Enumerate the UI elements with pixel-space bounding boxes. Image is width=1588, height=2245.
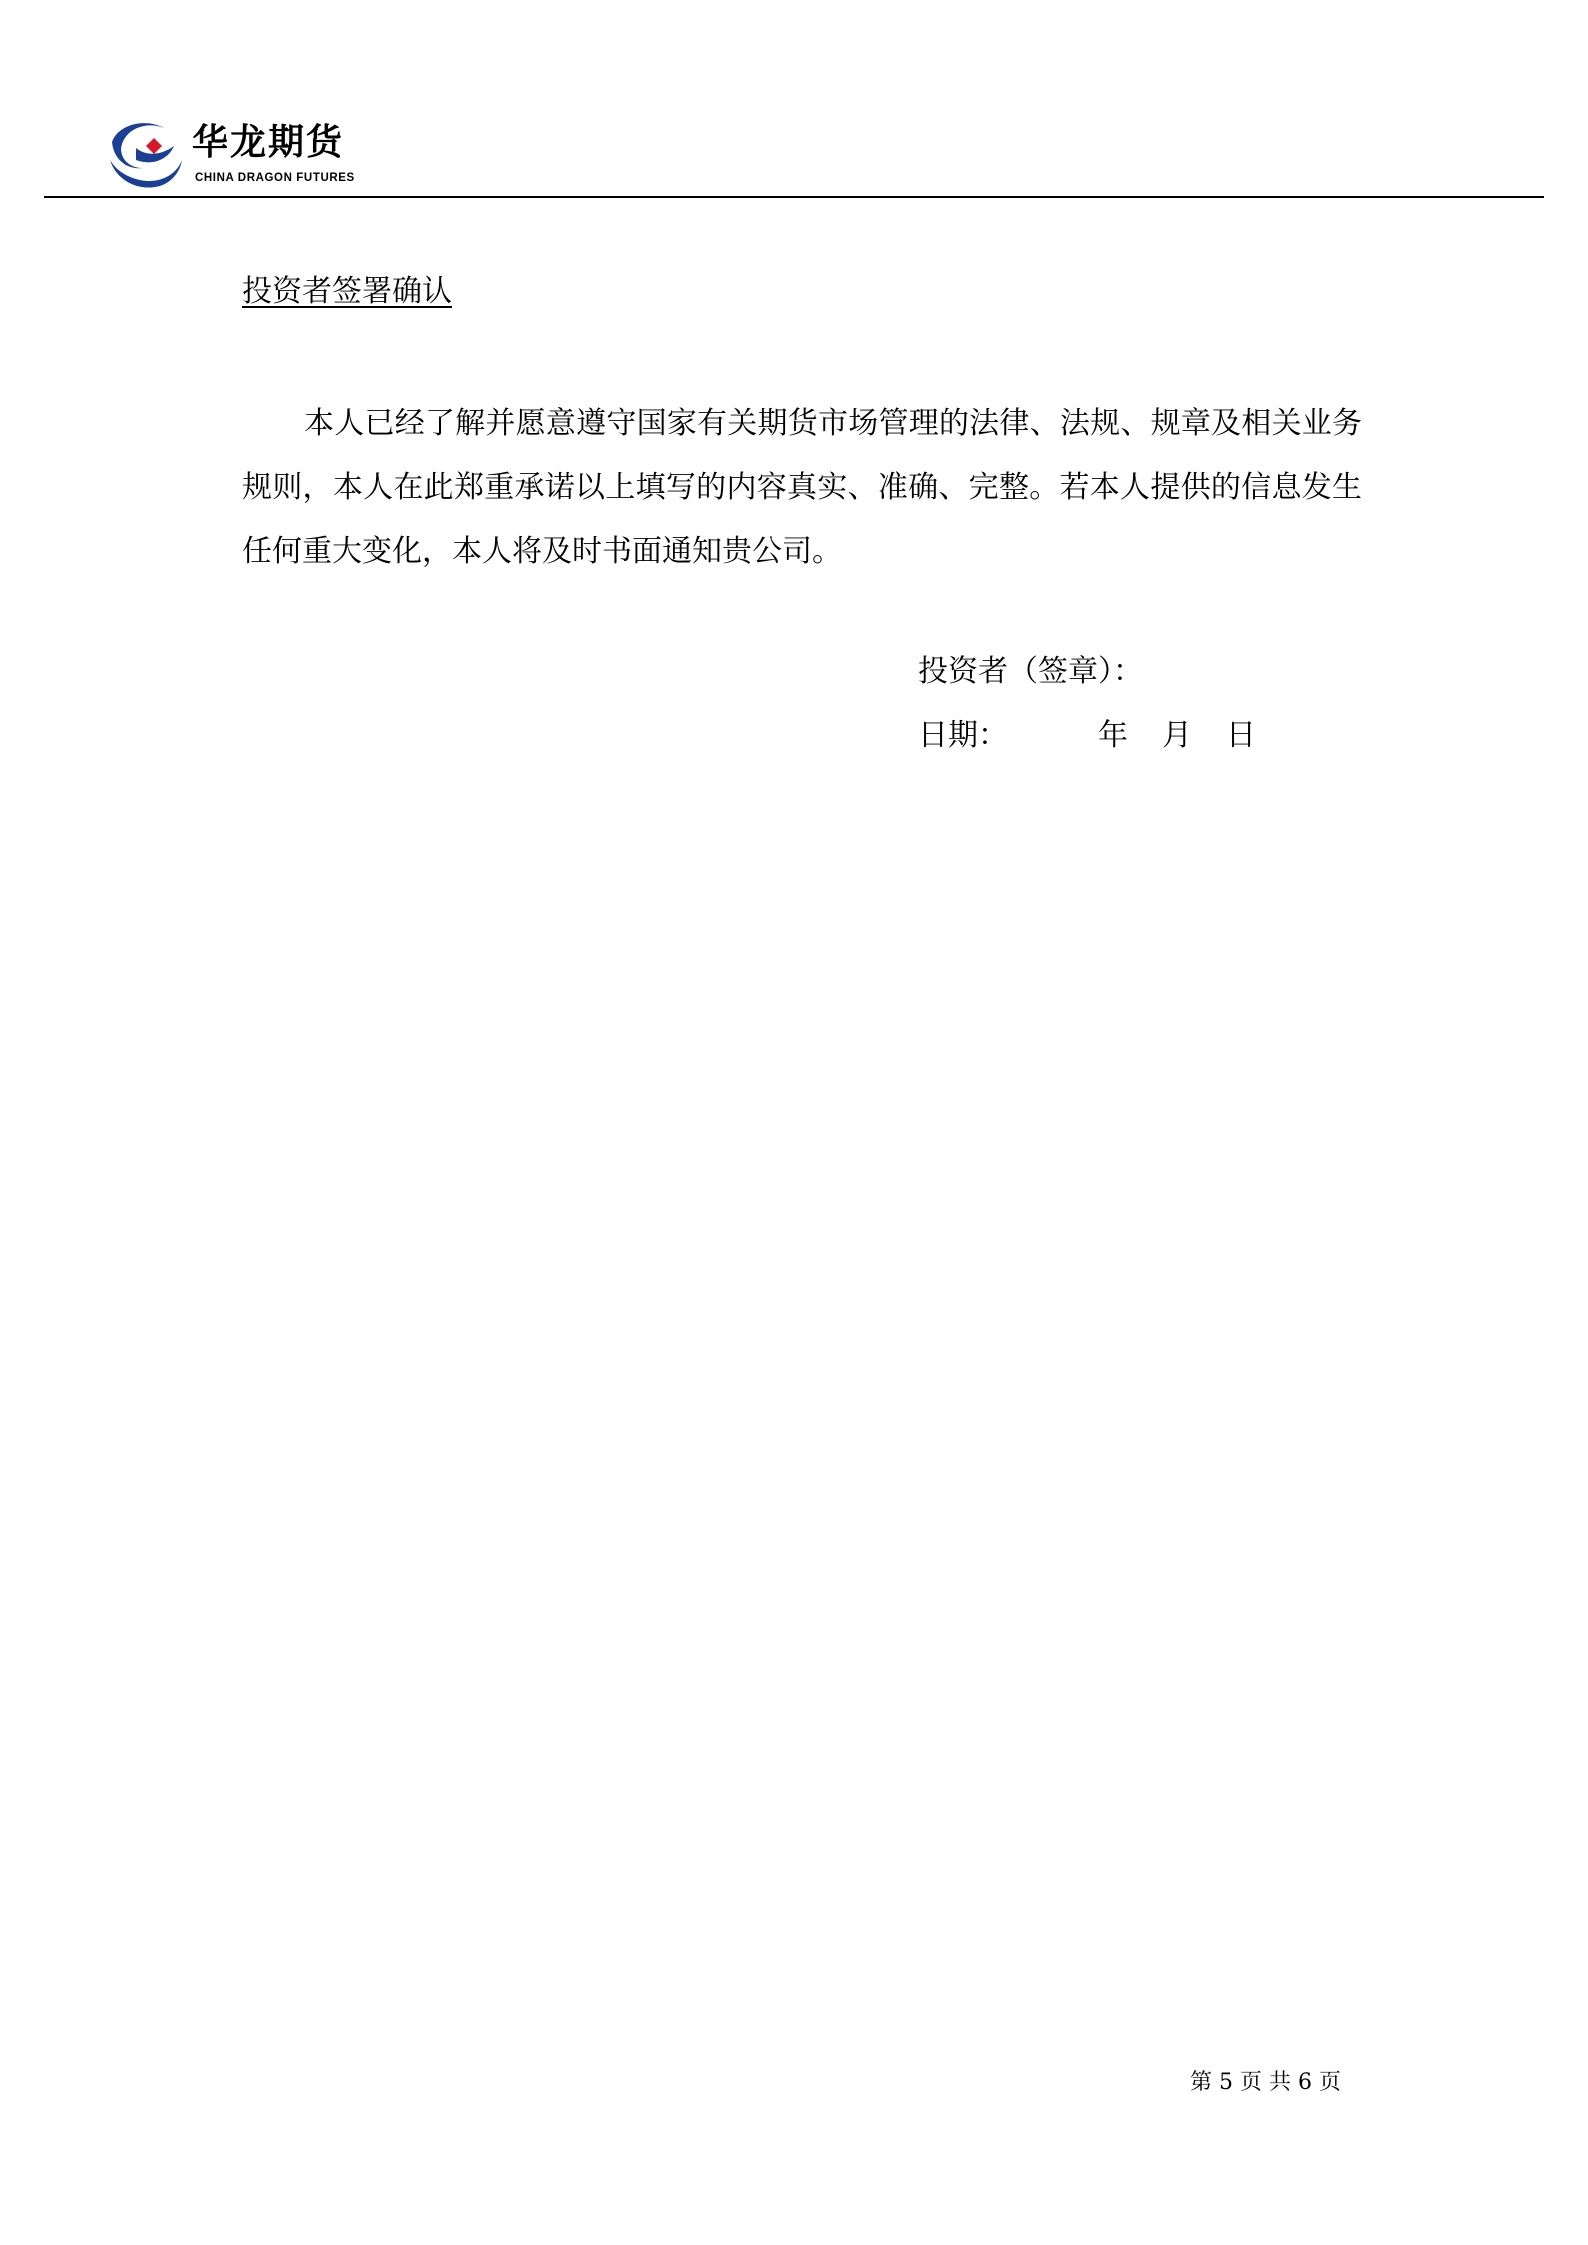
page-indicator: 第 5 页 共 6 页 xyxy=(1190,2070,1341,2095)
date-label: 日期： xyxy=(918,718,1008,753)
signature-label: 投资者（签章）： xyxy=(918,654,1143,689)
company-logo-icon xyxy=(106,116,184,194)
company-name: 华龙期货 xyxy=(192,122,345,163)
company-name-english: CHINA DRAGON FUTURES xyxy=(195,172,355,184)
header-divider xyxy=(44,196,1544,198)
date-month-unit: 月 xyxy=(1162,718,1192,753)
date-day-unit: 日 xyxy=(1226,718,1256,753)
section-title: 投资者签署确认 xyxy=(242,274,452,309)
page-header xyxy=(0,0,1588,198)
date-year-unit: 年 xyxy=(1098,718,1128,753)
investor-statement: 本人已经了解并愿意遵守国家有关期货市场管理的法律、法规、规章及相关业务规则，本人在此郑重承诺以上填写的内容真实、准确、完整。若本人提供的信息发生任何重大变化，本人将及时书面通知贵公司。 xyxy=(242,406,1362,569)
